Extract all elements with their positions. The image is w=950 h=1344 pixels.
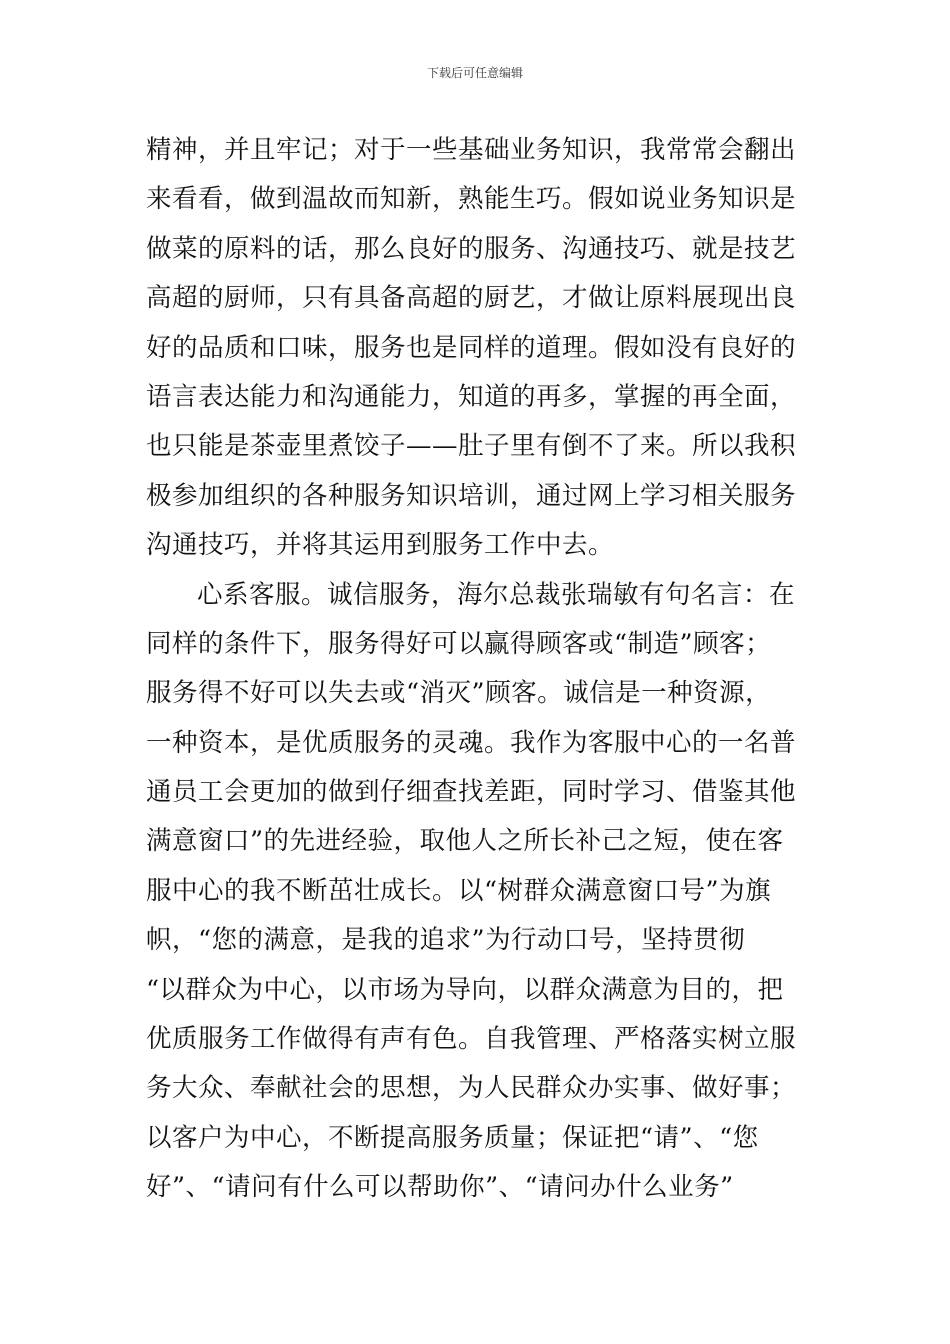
text-line: “以群众为中心，以市场为导向，以群众满意为目的，把 [146, 974, 784, 1005]
text-line: 好”、“请问有什么可以帮助你”、“请问办什么业务” [146, 1172, 734, 1203]
text-line: 语言表达能力和沟通能力，知道的再多，掌握的再全面， [146, 381, 797, 412]
text-line: 极参加组织的各种服务知识培训，通过网上学习相关服务 [146, 480, 797, 511]
document-body [146, 126, 808, 1213]
text-line: 一种资本，是优质服务的灵魂。我作为客服中心的一名普 [146, 727, 797, 758]
text-line: 优质服务工作做得有声有色。自我管理、严格落实树立服 [146, 1024, 797, 1055]
text-line: 帜，“您的满意，是我的追求”为行动口号，坚持贯彻 [146, 925, 746, 956]
text-line: 满意窗口”的先进经验，取他人之所长补己之短，使在客 [146, 826, 784, 857]
text-line: 也只能是茶壶里煮饺子——肚子里有倒不了来。所以我积 [146, 431, 797, 462]
text-line: 做菜的原料的话，那么良好的服务、沟通技巧、就是技艺 [146, 233, 797, 264]
text-line: 务大众、奉献社会的思想，为人民群众办实事、做好事； [146, 1073, 797, 1104]
text-line: 来看看，做到温故而知新，熟能生巧。假如说业务知识是 [146, 184, 797, 215]
text-line: 沟通技巧，并将其运用到服务工作中去。 [146, 530, 615, 561]
text-line: 以客户为中心，不断提高服务质量；保证把“请”、“您 [146, 1122, 759, 1153]
text-line: 服务得不好可以失去或“消灭”顾客。诚信是一种资源， [146, 678, 772, 709]
page-header: 下载后可任意编辑 [426, 66, 523, 80]
text-line: 同样的条件下，服务得好可以赢得顾客或“制造”顾客； [146, 628, 772, 659]
paragraph-start-line: 心系客服。诚信服务，海尔总裁张瑞敏有句名言：在 [197, 579, 796, 610]
text-line: 通员工会更加的做到仔细查找差距，同时学习、借鉴其他 [146, 777, 797, 808]
text-line: 高超的厨师，只有具备高超的厨艺，才做让原料展现出良 [146, 283, 797, 314]
text-line: 服中心的我不断茁壮成长。以“树群众满意窗口号”为旗 [146, 875, 772, 906]
text-line: 精神，并且牢记；对于一些基础业务知识，我常常会翻出 [146, 135, 797, 165]
text-line: 好的品质和口味，服务也是同样的道理。假如没有良好的 [146, 332, 797, 363]
